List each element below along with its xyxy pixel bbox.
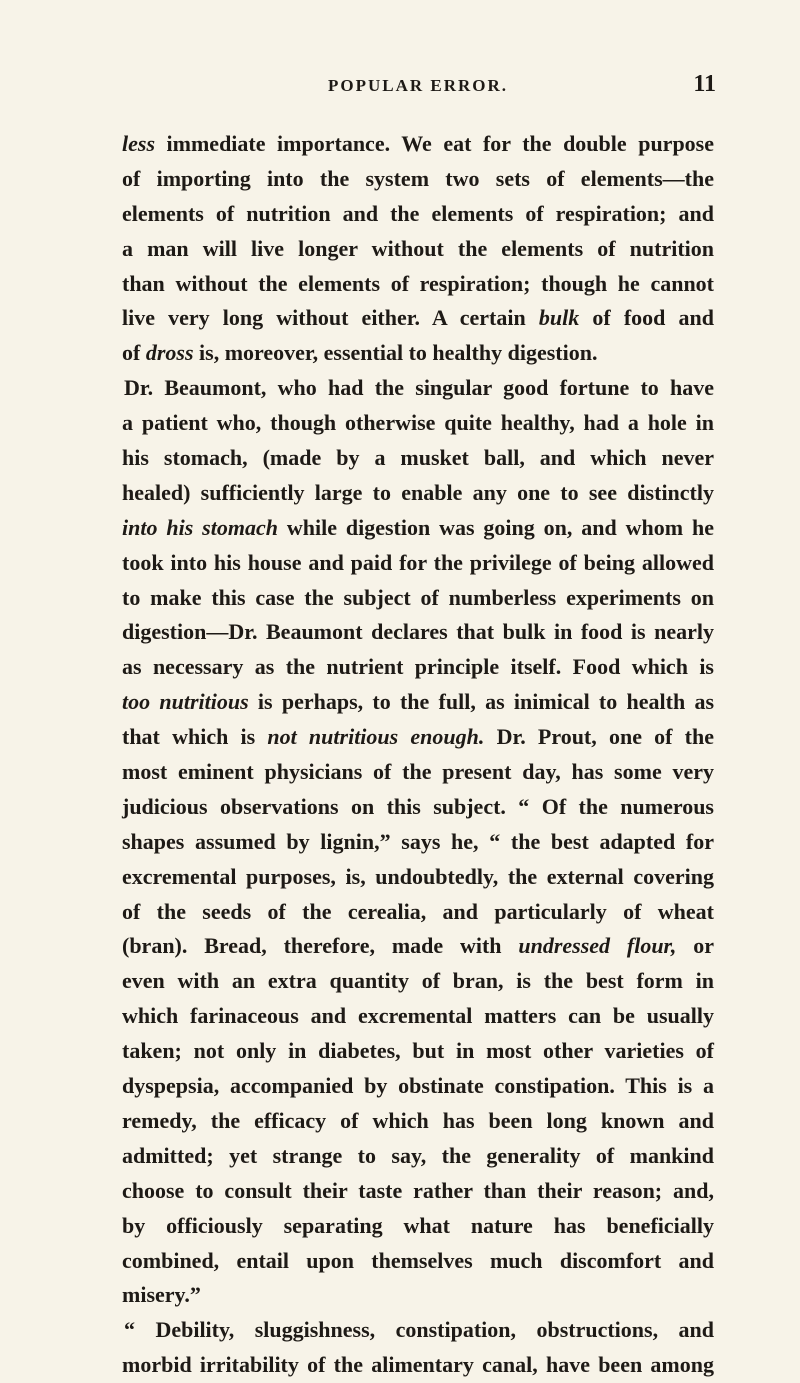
text-segment: that which is xyxy=(122,724,268,750)
text-segment: of the seeds of the cerealia, and particularly of wheat xyxy=(122,898,714,924)
text-line xyxy=(122,1244,714,1279)
text-line xyxy=(122,1104,714,1139)
italic-text: less xyxy=(122,131,155,156)
text-segment: dyspepsia, accompanied by obstinate constipation. This is a xyxy=(122,1073,714,1099)
text-segment: taken; not only in diabetes, but in most other varieties of xyxy=(122,1038,714,1064)
text-line xyxy=(122,1278,714,1313)
text-line xyxy=(122,1069,714,1104)
running-head xyxy=(122,70,714,108)
body-text xyxy=(122,127,714,1383)
text-segment: combined, entail upon themselves much discomfort and xyxy=(122,1247,714,1273)
text-line xyxy=(122,581,714,616)
text-segment: is, moreover, essential to healthy digestion. xyxy=(193,340,598,366)
italic-text: bulk xyxy=(538,305,580,331)
italic-text: not nutritious enough. xyxy=(267,724,485,750)
text-line xyxy=(122,964,714,999)
text-line xyxy=(122,999,714,1034)
text-line xyxy=(122,1313,714,1348)
text-segment: as necessary as the nutrient principle itself. Food which is xyxy=(122,654,714,680)
text-segment: a man will live longer without the elements of nutrition xyxy=(122,235,714,261)
text-segment: Dr. Beaumont, who had the singular good fortune to have xyxy=(124,375,714,401)
italic-text: undressed flour, xyxy=(518,933,677,959)
text-line xyxy=(122,301,714,336)
text-segment: is perhaps, to the full, as inimical to health as xyxy=(248,689,715,715)
text-segment: while digestion was going on, and whom he xyxy=(277,514,715,540)
text-line xyxy=(122,1174,714,1209)
text-line xyxy=(122,336,714,371)
text-segment: remedy, the efficacy of which has been long known and xyxy=(122,1107,714,1133)
text-line xyxy=(122,371,714,406)
text-segment: took into his house and paid for the privilege of being allowed xyxy=(122,549,714,575)
text-segment: or xyxy=(676,933,715,959)
text-line xyxy=(122,267,714,302)
text-line xyxy=(122,197,714,232)
text-segment: of food and xyxy=(579,305,714,331)
text-segment: live very long without either. A certain xyxy=(122,305,539,331)
text-segment: which farinaceous and excremental matters can be usually xyxy=(122,1003,714,1029)
text-segment: most eminent physicians of the present day, has some very xyxy=(122,759,714,785)
text-segment: of importing into the system two sets of elements—the xyxy=(122,165,714,191)
text-line xyxy=(122,1034,714,1069)
text-line xyxy=(122,476,714,511)
text-segment: “ Debility, sluggishness, constipation, obstructions, and xyxy=(124,1317,714,1343)
italic-text: dross xyxy=(145,340,194,366)
text-line xyxy=(122,790,714,825)
book-page xyxy=(122,70,714,1383)
text-line xyxy=(122,615,714,650)
text-line xyxy=(122,860,714,895)
text-segment: misery.” xyxy=(122,1282,201,1308)
text-segment: healed) sufficiently large to enable any one to see distinctly xyxy=(122,479,714,505)
text-line xyxy=(122,406,714,441)
text-segment: judicious observations on this subject. “ Of the numerous xyxy=(122,793,714,819)
text-segment: a patient who, though otherwise quite healthy, had a hole in xyxy=(122,410,714,436)
page-number: 11 xyxy=(693,71,716,97)
text-line xyxy=(122,685,714,720)
text-line xyxy=(122,720,714,755)
text-line xyxy=(122,1209,714,1244)
text-segment: digestion—Dr. Beaumont declares that bulk in food is nearly xyxy=(122,619,714,645)
text-line xyxy=(122,895,714,930)
text-segment: excremental purposes, is, undoubtedly, the external covering xyxy=(122,863,714,889)
text-segment: choose to consult their taste rather than their reason; and, xyxy=(122,1177,714,1203)
text-line xyxy=(122,127,714,162)
text-segment: shapes assumed by lignin,” says he, “ the best adapted for xyxy=(122,828,714,854)
text-line xyxy=(122,929,714,964)
text-segment: his stomach, (made by a musket ball, and which never xyxy=(122,445,714,471)
text-segment: to make this case the subject of numberless experiments on xyxy=(122,584,714,610)
text-segment: immediate importance. We eat for the double purpose xyxy=(155,131,714,156)
text-segment: admitted; yet strange to say, the generality of mankind xyxy=(122,1142,714,1168)
italic-text: too nutritious xyxy=(122,689,249,715)
text-line xyxy=(122,825,714,860)
text-line xyxy=(122,546,714,581)
text-segment: even with an extra quantity of bran, is the best form in xyxy=(122,968,714,994)
running-title: POPULAR ERROR. xyxy=(327,76,509,95)
text-line xyxy=(122,755,714,790)
text-line xyxy=(122,1348,714,1383)
text-line xyxy=(122,232,714,267)
text-segment: Dr. Prout, one of the xyxy=(484,724,714,750)
text-line xyxy=(122,441,714,476)
text-line xyxy=(122,511,714,546)
text-line xyxy=(122,650,714,685)
text-segment: (bran). Bread, therefore, made with xyxy=(122,933,519,959)
text-segment: by officiously separating what nature has beneficially xyxy=(122,1212,714,1238)
italic-text: into his stomach xyxy=(122,514,278,540)
text-line xyxy=(122,162,714,197)
text-segment: morbid irritability of the alimentary canal, have been among xyxy=(122,1352,714,1378)
text-segment: of xyxy=(122,340,146,366)
text-segment: elements of nutrition and the elements of respiration; and xyxy=(122,200,714,226)
text-segment: than without the elements of respiration; though he cannot xyxy=(122,270,714,296)
text-line xyxy=(122,1139,714,1174)
